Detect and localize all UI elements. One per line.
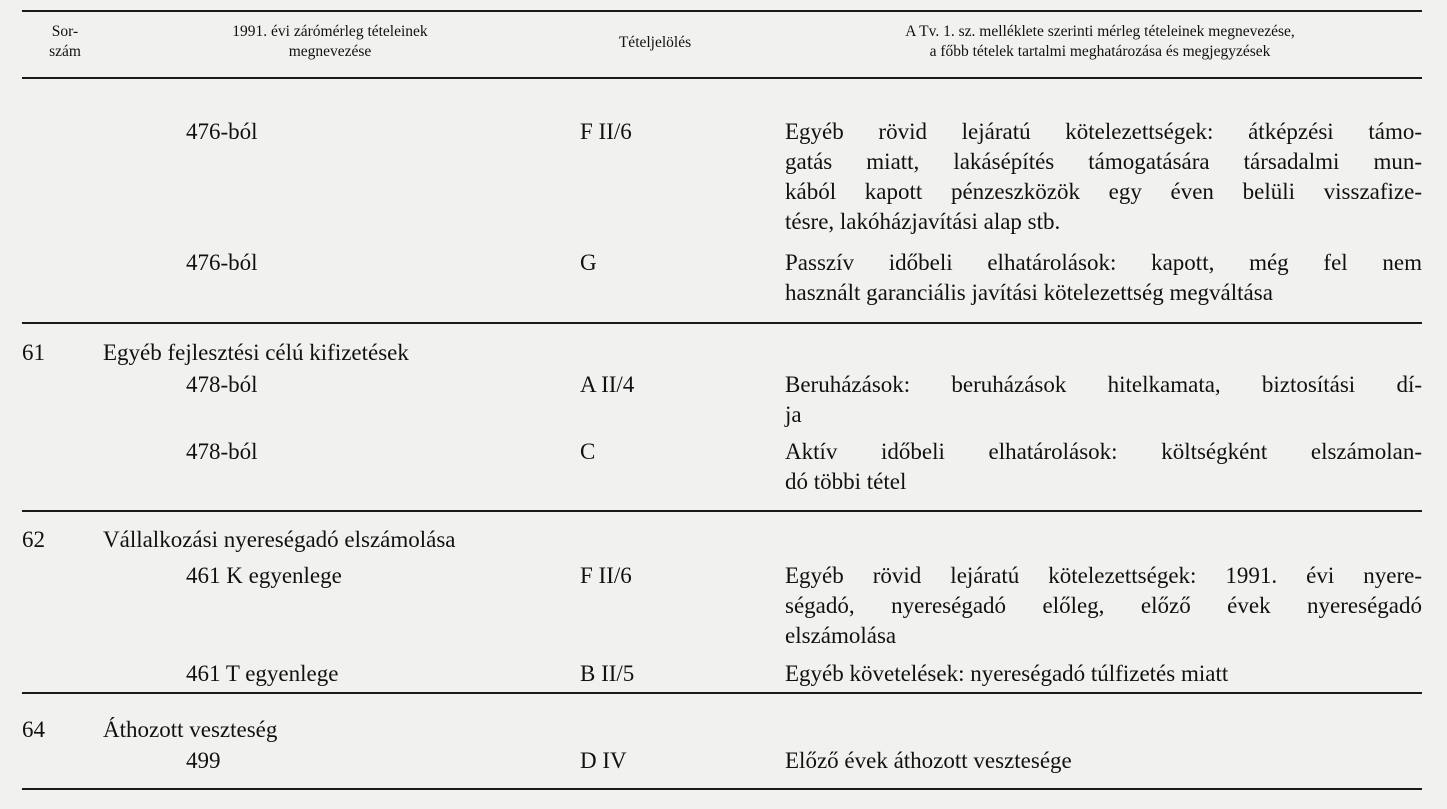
- section-title: Áthozott veszteség: [103, 717, 278, 742]
- header-col-teteljeloles: Tételjelölés: [618, 34, 692, 51]
- header-col-sorszam: Sor- szám: [49, 23, 81, 60]
- item-description: Egyéb rövid lejáratú kötelezettségek: átképzési támo- gatás miatt, lakásépítés támogatására társadalmi mun- kából kapott pénzeszközök egy éven belüli visszafize- tésre, lakóházjavítási alap stb.: [785, 119, 1422, 234]
- account-code: 478-ból: [186, 372, 258, 397]
- item-description: Egyéb követelések: nyereségadó túlfizetés miatt: [785, 661, 1229, 686]
- bottom-rule: [22, 788, 1422, 790]
- section-number: 64: [22, 717, 45, 742]
- section-number: 61: [22, 340, 45, 365]
- section-rule: [22, 692, 1422, 694]
- account-code: 476-ból: [186, 250, 258, 275]
- item-description: Előző évek áthozott vesztesége: [785, 748, 1072, 773]
- section-rule: [22, 322, 1422, 324]
- item-mark: B II/5: [580, 661, 635, 686]
- account-code: 499: [186, 748, 221, 773]
- item-mark: D IV: [580, 748, 627, 773]
- header-col-meghatarozas: A Tv. 1. sz. melléklete szerinti mérleg tételeinek megnevezése, a főbb tételek tartalmi meghatározása és megjegyzések: [905, 23, 1295, 60]
- section-number: 62: [22, 527, 45, 552]
- header-rule: [22, 77, 1422, 79]
- item-mark: F II/6: [580, 119, 632, 144]
- account-code: 461 T egyenlege: [186, 661, 339, 686]
- item-description: Aktív időbeli elhatárolások: költségként elszámolan- dó többi tétel: [785, 439, 1422, 494]
- item-description: Egyéb rövid lejáratú kötelezettségek: 1991. évi nyere- ségadó, nyereségadó előleg, előző évek nyereségadó elszámolása: [785, 563, 1422, 648]
- item-description: Passzív időbeli elhatárolások: kapott, még fel nem használt garanciális javítási kötelezettség megváltása: [785, 250, 1422, 305]
- item-mark: F II/6: [580, 563, 632, 588]
- account-code: 461 K egyenlege: [186, 563, 342, 588]
- header-col-megnevezes: 1991. évi zárómérleg tételeinek megnevezése: [232, 23, 428, 60]
- top-rule: [22, 10, 1422, 12]
- item-description: Beruházások: beruházások hitelkamata, biztosítási dí- ja: [785, 372, 1422, 427]
- account-code: 476-ból: [186, 119, 258, 144]
- section-rule: [22, 510, 1422, 512]
- item-mark: A II/4: [580, 372, 635, 397]
- item-mark: C: [580, 439, 596, 464]
- item-mark: G: [580, 250, 597, 275]
- account-code: 478-ból: [186, 439, 258, 464]
- section-title: Vállalkozási nyereségadó elszámolása: [103, 527, 456, 552]
- section-title: Egyéb fejlesztési célú kifizetések: [103, 340, 409, 365]
